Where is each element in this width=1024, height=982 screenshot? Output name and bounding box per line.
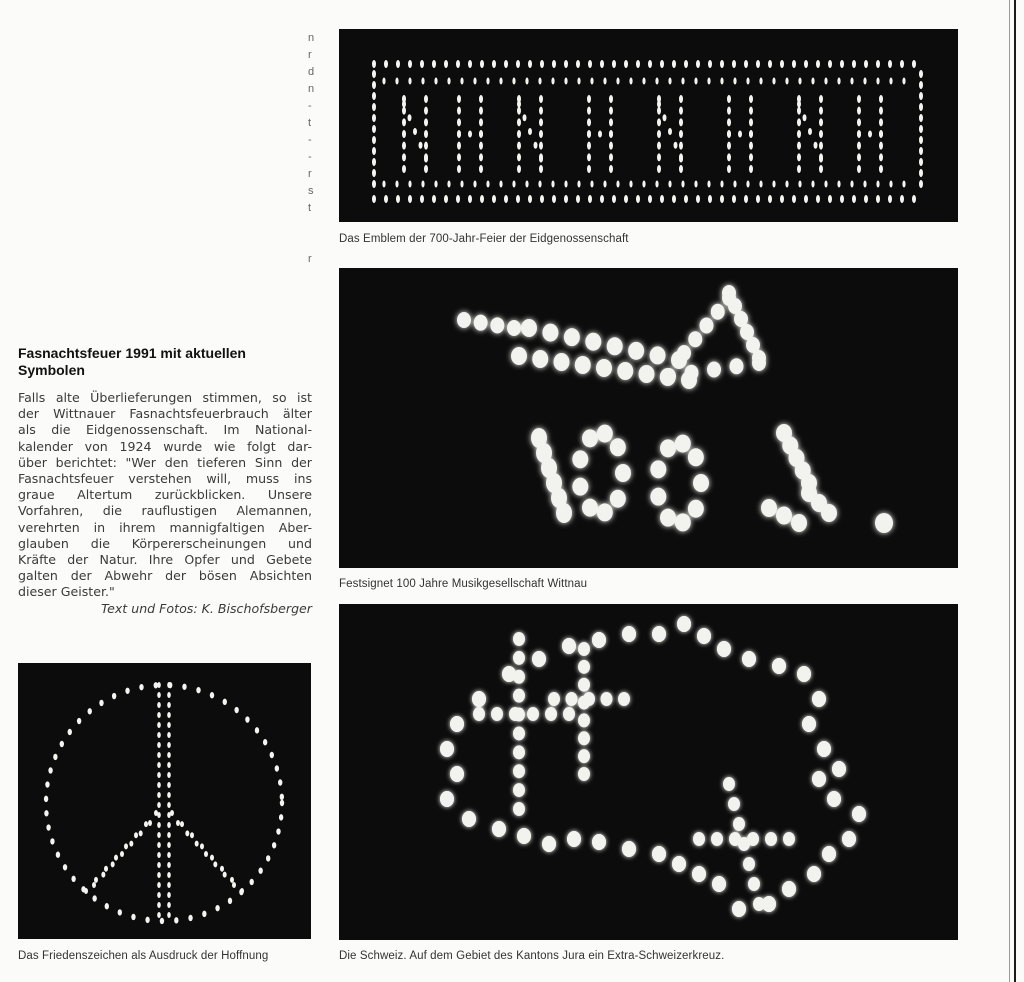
caption-schweiz: Die Schweiz. Auf dem Gebiet des Kantons Jura ein Extra-Schweizerkreuz.	[339, 950, 725, 962]
article-line: Fasnachtsfeuer verstehen will, muss ins	[18, 471, 312, 487]
article-heading: Fasnachtsfeuer 1991 mit aktuellen Symbolen	[18, 345, 246, 378]
article-line: über berichtet: "Wer den tieferen Sinn der	[18, 454, 312, 470]
scan-edge-border	[1014, 0, 1016, 982]
article-line: glauben die Körpererscheinungen und	[18, 535, 312, 551]
margin-fragment: r	[308, 253, 312, 265]
article-line: Kräfte der Natur. Ihre Opfer und Gebete	[18, 552, 312, 568]
margin-fragment: r	[308, 168, 312, 180]
margin-fragment: -	[308, 100, 312, 112]
candle-peace-sign-icon	[18, 663, 311, 939]
article-line: der Wittnauer Fasnachtsfeuerbrauch älter	[18, 406, 312, 422]
margin-fragment: d	[308, 66, 315, 78]
article-line: kalender von 1924 wurde wie folgt dar-	[18, 438, 312, 454]
margin-fragment: -	[308, 134, 312, 146]
photo-schweiz	[339, 604, 958, 940]
article-line: graue Altertum zurückblicken. Unsere	[18, 487, 312, 503]
candle-emblem-700-icon	[339, 29, 958, 222]
margin-fragment: t	[308, 117, 312, 129]
article-credit: Text und Fotos: K. Bischofsberger	[100, 600, 312, 616]
candle-switzerland-map-icon	[339, 604, 958, 940]
article-body	[18, 390, 312, 617]
article-line: galten der Abwehr der bösen Absichten	[18, 568, 312, 584]
caption-emblem: Das Emblem der 700-Jahr-Feier der Eidgenossenschaft	[339, 233, 629, 245]
margin-fragment: s	[308, 185, 314, 197]
caption-peace: Das Friedenszeichen als Ausdruck der Hoffnung	[18, 950, 269, 962]
scan-edge-line	[1009, 0, 1010, 982]
photo-peace-sign	[18, 663, 311, 939]
caption-festsignet: Festsignet 100 Jahre Musikgesellschaft Wittnau	[339, 578, 588, 590]
margin-fragment: r	[308, 49, 312, 61]
margin-fragment: t	[308, 202, 312, 214]
margin-fragment: n	[308, 83, 315, 95]
candle-trumpet-100-icon	[339, 268, 958, 568]
photo-emblem-700	[339, 29, 958, 222]
article-line: dieser Geister."	[18, 584, 115, 600]
article-line: Falls alte Überlieferungen stimmen, so ist	[18, 390, 312, 405]
article-line: als die Eidgenossenschaft. Im National-	[18, 422, 312, 438]
margin-fragment: -	[308, 151, 312, 163]
article-line: verehrten in ihrem mannigfaltigen Aber-	[18, 519, 312, 535]
article-line: Vorfahren, die rauflustigen Alemannen,	[18, 503, 312, 519]
margin-text-fragments	[308, 30, 314, 268]
margin-fragment: n	[308, 32, 315, 44]
photo-festsignet	[339, 268, 958, 568]
